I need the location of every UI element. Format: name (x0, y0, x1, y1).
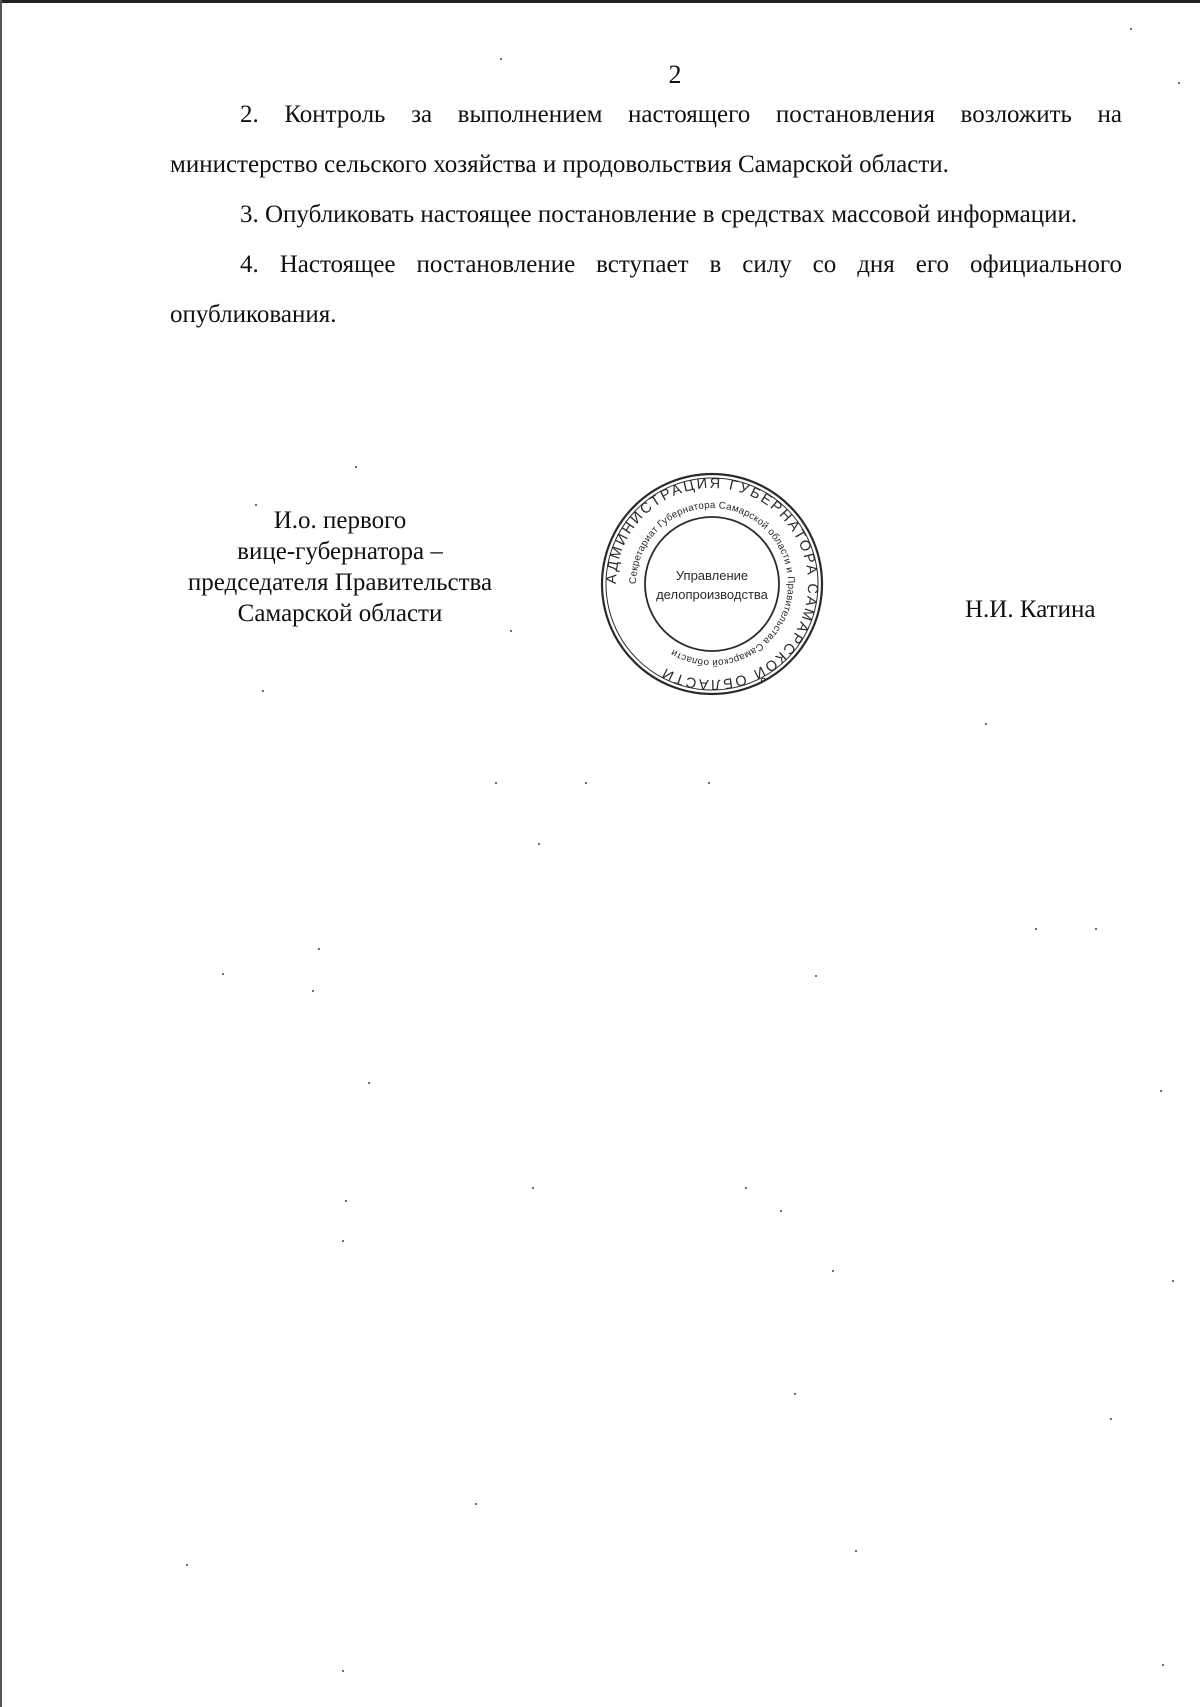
scan-border-top (0, 0, 1200, 3)
paragraph-publish: 3. Опубликовать настоящее постановление в средствах массовой информации. (240, 201, 1078, 228)
scan-speck (1172, 1280, 1174, 1282)
signatory-name: Н.И. Катина (965, 596, 1096, 623)
scan-border-left (0, 0, 2, 1707)
scan-speck (708, 782, 710, 784)
scan-speck (1130, 28, 1132, 30)
scan-speck (500, 58, 502, 60)
scan-speck (1178, 82, 1180, 84)
scan-speck (815, 975, 817, 977)
page-number: 2 (668, 60, 682, 89)
seal-center-line-2: делопроизводства (656, 587, 768, 602)
seal-center-circle (645, 517, 779, 651)
scan-speck (1035, 928, 1037, 930)
scan-speck (1162, 1664, 1164, 1666)
scan-speck (510, 630, 512, 632)
scan-speck (262, 690, 264, 692)
scan-speck (985, 723, 987, 725)
paragraph-effective-date: 4. Настоящее постановление вступает в силу со дня его официального опубликования. (170, 251, 1122, 328)
scan-speck (585, 782, 587, 784)
scan-speck (222, 973, 224, 975)
scan-speck (255, 504, 257, 506)
scan-speck (345, 1200, 347, 1202)
scan-speck (855, 1550, 857, 1552)
scan-speck (368, 1082, 370, 1084)
scan-speck (342, 1670, 344, 1672)
scan-speck (1110, 1418, 1112, 1420)
document-body (170, 90, 1122, 340)
signatory-position-line: вице-губернатора – (237, 538, 443, 565)
signatory-position (160, 505, 520, 629)
scan-speck (312, 990, 314, 992)
seal-graphic (598, 470, 826, 698)
scan-speck (538, 843, 540, 845)
official-seal (598, 470, 826, 698)
scan-speck (186, 1564, 188, 1566)
seal-inner-ring-textpath: Секретариат Губернатора Самарской области и Правительства Самарской области (627, 499, 797, 669)
signatory-position-line: председателя Правительства (187, 569, 493, 596)
scan-speck (1095, 928, 1097, 930)
paragraph-control: 2. Контроль за выполнением настоящего постановления возложить на министерство сельского хозяйства и продовольствия Самарской области. (170, 101, 1122, 178)
scan-speck (780, 1210, 782, 1212)
scan-speck (1160, 1090, 1162, 1092)
scan-speck (318, 948, 320, 950)
scan-speck (495, 782, 497, 784)
scan-speck (745, 1187, 747, 1189)
scan-speck (475, 1503, 477, 1505)
scan-speck (342, 1240, 344, 1242)
scan-speck (794, 1393, 796, 1395)
scan-speck (532, 1187, 534, 1189)
signatory-position-line: И.о. первого (273, 507, 407, 534)
signatory-position-line: Самарской области (237, 600, 443, 627)
seal-inner-ring-text (628, 500, 796, 668)
seal-center-line-1: Управление (675, 568, 749, 583)
scan-speck (355, 466, 357, 468)
scan-speck (832, 1270, 834, 1272)
seal-outer-ring-textpath: АДМИНИСТРАЦИЯ ГУБЕРНАТОРА САМАРСКОЙ ОБЛАСТИ (603, 475, 821, 693)
